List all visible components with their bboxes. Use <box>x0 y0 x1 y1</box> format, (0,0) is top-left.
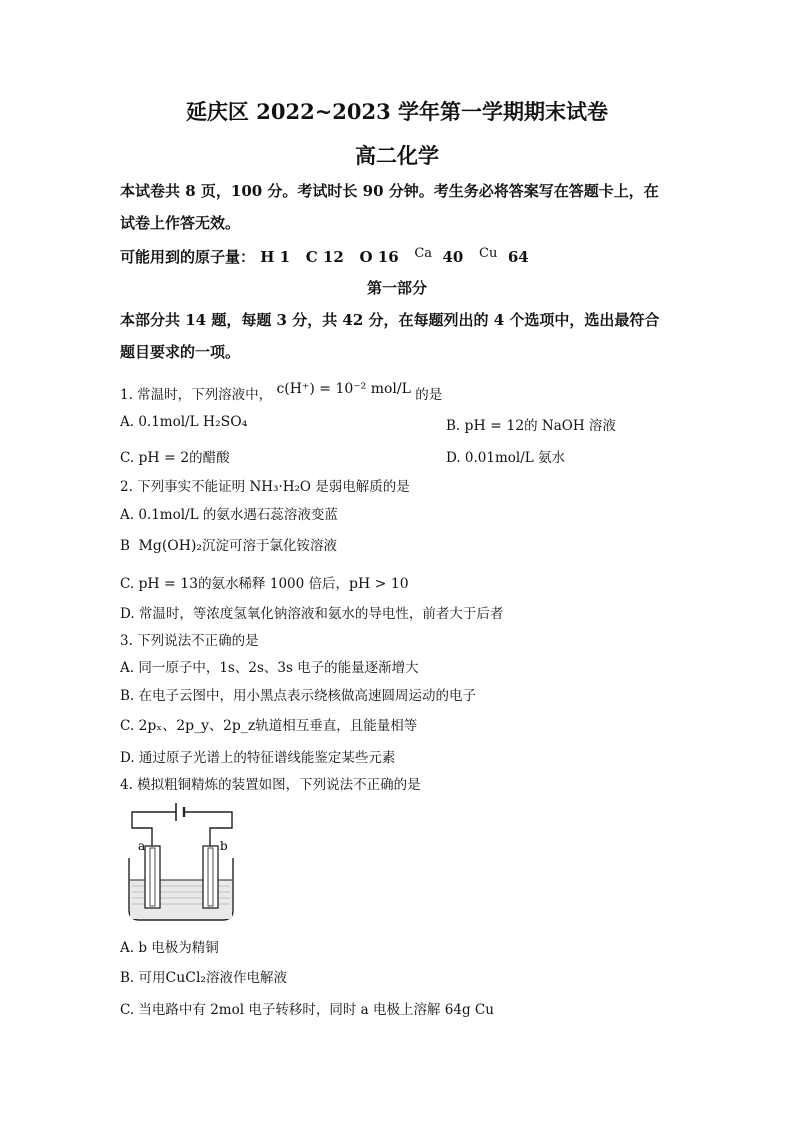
electrode-b-icon <box>203 846 218 908</box>
q4-b-formula: CuCl₂ <box>165 970 207 986</box>
q2-b-math: Mg(OH)₂ <box>138 538 203 554</box>
q1-c-math: pH = 2 <box>138 450 190 466</box>
atomic-cu-symbol: Cu <box>479 246 498 261</box>
q3-option-a: A. 同一原子中，1s、2s、3s 电子的能量逐渐增大 <box>120 660 419 676</box>
intro-line-2: 试卷上作答无效。 <box>120 214 241 232</box>
q1-option-b <box>446 414 616 434</box>
electrode-b-label: b <box>220 839 228 853</box>
q1-stem-text: 1. 常温时，下列溶液中， <box>120 387 273 403</box>
q1-b-math: pH = 12 <box>464 418 525 434</box>
q3-c-end: 轨道相互垂直，且能量相等 <box>255 718 418 734</box>
q3-stem: 3. 下列说法不正确的是 <box>120 633 259 649</box>
q4-b-end: 溶液作电解液 <box>206 970 288 986</box>
q1-option-a <box>120 414 247 430</box>
atomic-ca-symbol: Ca <box>414 246 433 261</box>
atomic-c: C 12 <box>305 248 344 266</box>
q1-b-text: B. <box>446 418 465 434</box>
electrode-a-label: a <box>138 839 146 853</box>
intro-line-1: 本试卷共 8 页，100 分。考试时长 90 分钟。考生务必将答案写在答题卡上，在 <box>120 182 659 200</box>
atomic-cu-value: 64 <box>507 248 529 266</box>
q3-c-math: 2pₓ、2p_y、2p_z <box>138 718 256 734</box>
q1-stem-end: 的是 <box>415 387 443 403</box>
q2-c-mid: 的氨水稀释 1000 倍后， <box>198 576 350 592</box>
q3-option-d: D. 通过原子光谱上的特征谱线能鉴定某些元素 <box>120 750 396 766</box>
q1-option-d: D. 0.01mol/L 氨水 <box>446 450 566 466</box>
q2-option-c <box>120 572 409 592</box>
atomic-ca-value: 40 <box>442 248 464 266</box>
q1-c-text: C. <box>120 450 139 466</box>
q1-a-formula: H₂SO₄ <box>202 414 248 430</box>
q1-b-end: 的 NaOH 溶液 <box>524 418 616 434</box>
q4-b-text: B. 可用 <box>120 970 166 986</box>
q3-option-b: B. 在电子云图中，用小黑点表示绕核做高速圆周运动的电子 <box>120 688 477 704</box>
q4-stem: 4. 模拟粗铜精炼的装置如图，下列说法不正确的是 <box>120 777 421 793</box>
q1-a-text: A. 0.1mol/L <box>120 414 203 430</box>
q2-stem: 2. 下列事实不能证明 NH₃·H₂O 是弱电解质的是 <box>120 479 410 495</box>
q1-option-c <box>120 446 230 466</box>
atomic-mass-line <box>120 246 529 267</box>
q1-c-end: 的醋酸 <box>189 450 230 466</box>
subject-title: 高二化学 <box>355 143 439 168</box>
atomic-o: O 16 <box>359 248 399 266</box>
atomic-h: H 1 <box>260 248 291 266</box>
part-heading: 第一部分 <box>366 279 427 297</box>
q2-b-text: B <box>120 538 130 554</box>
q4-option-b <box>120 966 287 986</box>
q2-c-text: C. <box>120 576 139 592</box>
q2-option-d: D. 常温时，等浓度氢氧化钠溶液和氨水的导电性，前者大于后者 <box>120 606 504 622</box>
electrolysis-apparatus-diagram <box>124 800 244 924</box>
q2-c-math-2: pH > 10 <box>349 576 409 592</box>
circuit-wire-icon <box>132 812 232 846</box>
q4-option-a: A. b 电极为精铜 <box>120 940 219 956</box>
exam-title: 延庆区 2022~2023 学年第一学期期末试卷 <box>185 99 609 124</box>
q2-b-end: 沉淀可溶于氯化铵溶液 <box>202 538 338 554</box>
electrode-a-icon <box>145 846 160 908</box>
q1-stem <box>120 383 442 403</box>
q4-option-c: C. 当电路中有 2mol 电子转移时，同时 a 电极上溶解 64g Cu <box>120 1002 494 1018</box>
q2-option-b <box>120 534 337 554</box>
q2-option-a: A. 0.1mol/L 的氨水遇石蕊溶液变蓝 <box>120 507 338 523</box>
part-desc-2: 题目要求的一项。 <box>120 343 241 361</box>
atomic-mass-label: 可能用到的原子量： <box>120 248 256 266</box>
part-desc-1: 本部分共 14 题，每题 3 分，共 42 分，在每题列出的 4 个选项中，选出最符合 <box>120 311 660 329</box>
q2-c-math-1: pH = 13 <box>138 576 199 592</box>
q1-math: c(H⁺) = 10⁻² mol/L <box>276 381 411 397</box>
q3-c-text: C. <box>120 718 139 734</box>
q3-option-c <box>120 714 417 735</box>
